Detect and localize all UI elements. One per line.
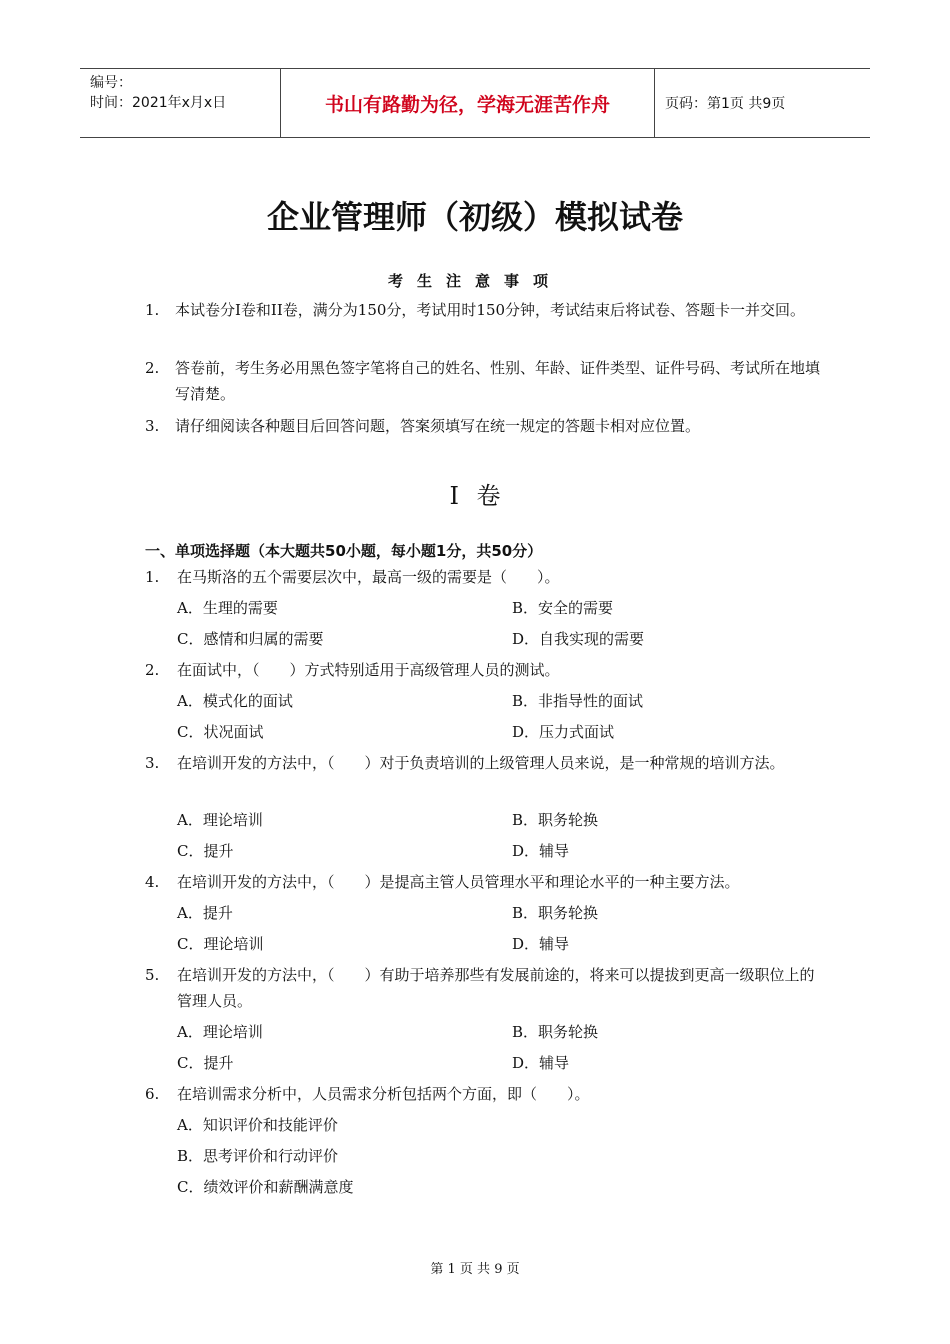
notice-number: 3. <box>145 417 160 435</box>
option-a: A．模式化的面试 <box>177 692 293 710</box>
question-text: 在面试中，（ ）方式特别适用于高级管理人员的测试。 <box>177 661 560 679</box>
question-number: 4. <box>145 873 160 891</box>
notice-item <box>145 413 825 439</box>
question-4 <box>145 869 825 895</box>
option-d: D．压力式面试 <box>512 723 615 741</box>
question-number: 2. <box>145 661 160 679</box>
option-b: B．非指导性的面试 <box>512 692 644 710</box>
option-c: C．提升 <box>177 842 234 860</box>
notice-item <box>145 297 825 323</box>
option-c: C．提升 <box>177 1054 234 1072</box>
option-d: D．辅导 <box>512 935 570 953</box>
option-d: D．辅导 <box>512 842 570 860</box>
header-meta <box>80 69 281 137</box>
question-text: 在马斯洛的五个需要层次中，最高一级的需要是（ ）。 <box>177 568 560 586</box>
notice-heading: 考生注意事项 <box>387 272 562 290</box>
question-text: 在培训开发的方法中，（ ）对于负责培训的上级管理人员来说，是一种常规的培训方法。 <box>177 754 785 772</box>
option-a: A．理论培训 <box>177 1023 263 1041</box>
option-d: D．辅导 <box>512 1054 570 1072</box>
page-footer: 第 1 页 共 9 页 <box>430 1262 520 1277</box>
notice-number: 1. <box>145 301 160 319</box>
option-c: C．绩效评价和薪酬满意度 <box>177 1178 354 1196</box>
section-title: 一、单项选择题（本大题共50小题，每小题1分，共50分） <box>145 542 543 560</box>
question-number: 3. <box>145 754 160 772</box>
option-c: C．感情和归属的需要 <box>177 630 324 648</box>
option-b: B．安全的需要 <box>512 599 614 617</box>
option-d: D．自我实现的需要 <box>512 630 645 648</box>
question-5 <box>145 962 825 1014</box>
question-text: 在培训开发的方法中，（ ）是提高主管人员管理水平和理论水平的一种主要方法。 <box>177 873 740 891</box>
question-number: 1. <box>145 568 160 586</box>
page-header <box>80 68 870 138</box>
question-2 <box>145 657 825 683</box>
question-number: 6. <box>145 1085 160 1103</box>
option-a: A．提升 <box>177 904 233 922</box>
exam-title: 企业管理师（初级）模拟试卷 <box>266 198 683 236</box>
question-6 <box>145 1081 825 1107</box>
time-label: 时间：2021年x月x日 <box>90 95 227 111</box>
option-b: B．职务轮换 <box>512 904 599 922</box>
option-c: C．状况面试 <box>177 723 264 741</box>
question-1 <box>145 564 825 590</box>
header-motto: 书山有路勤为径，学海无涯苦作舟 <box>281 69 655 137</box>
notice-item <box>145 355 825 407</box>
question-3 <box>145 750 825 776</box>
option-a: A．知识评价和技能评价 <box>177 1116 338 1134</box>
header-page-info: 页码：第1页 共9页 <box>665 96 786 112</box>
option-b: B．职务轮换 <box>512 1023 599 1041</box>
number-label: 编号： <box>90 75 132 91</box>
option-b: B．职务轮换 <box>512 811 599 829</box>
notice-text: 本试卷分I卷和II卷，满分为150分，考试用时150分钟，考试结束后将试卷、答题卡一并交回。 <box>175 301 806 319</box>
notice-text: 请仔细阅读各种题目后回答问题，答案须填写在统一规定的答题卡相对应位置。 <box>175 417 701 435</box>
question-text: 在培训需求分析中，人员需求分析包括两个方面，即（ ）。 <box>177 1085 590 1103</box>
volume-heading: I 卷 <box>449 482 501 510</box>
notice-number: 2. <box>145 359 160 377</box>
option-a: A．生理的需要 <box>177 599 278 617</box>
question-number: 5. <box>145 966 160 984</box>
option-c: C．理论培训 <box>177 935 264 953</box>
question-text: 在培训开发的方法中，（ ）有助于培养那些有发展前途的，将来可以提拔到更高一级职位上的管理人员。 <box>177 966 815 1010</box>
option-b: B．思考评价和行动评价 <box>177 1147 339 1165</box>
option-a: A．理论培训 <box>177 811 263 829</box>
notice-text: 答卷前，考生务必用黑色签字笔将自己的姓名、性别、年龄、证件类型、证件号码、考试所在地填写清楚。 <box>175 359 821 403</box>
